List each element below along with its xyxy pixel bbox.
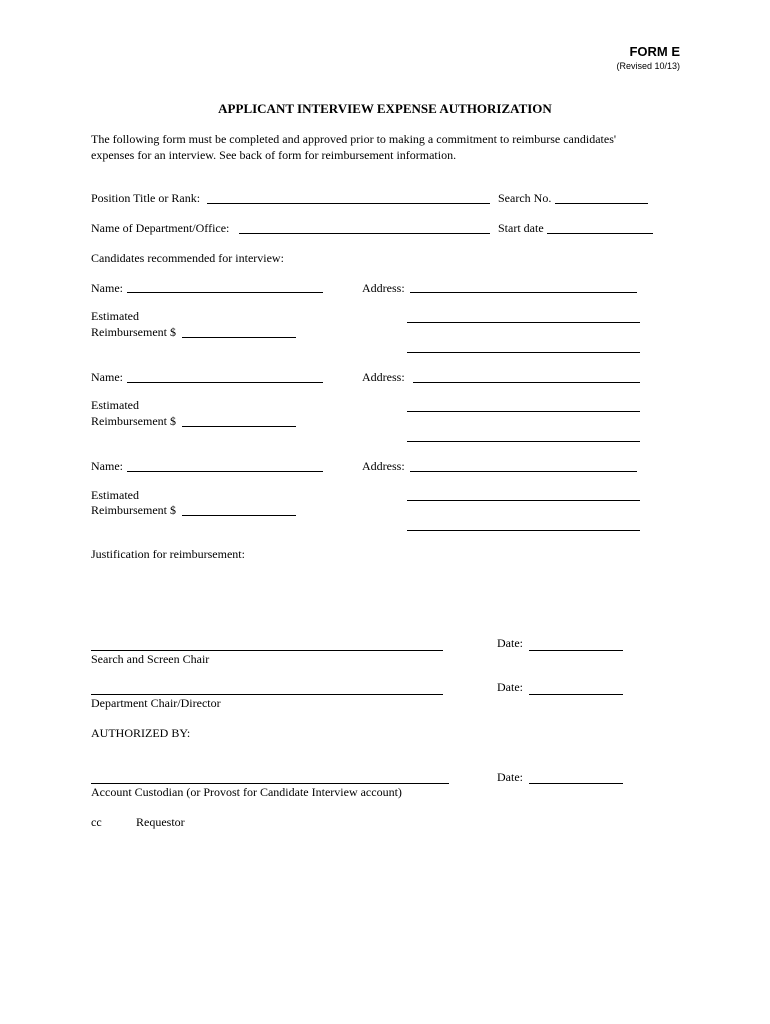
candidate-2-name-line[interactable]: [127, 382, 323, 383]
candidate-1-name-line[interactable]: [127, 292, 323, 293]
candidate-3-estimated-label: Estimated: [91, 488, 139, 502]
department-label: Name of Department/Office:: [91, 221, 230, 235]
cc-label: cc: [91, 815, 102, 829]
candidate-3-address-line-3[interactable]: [407, 530, 640, 531]
justification-label: Justification for reimbursement:: [91, 547, 245, 561]
start-date-label: Start date: [498, 221, 544, 235]
search-chair-label: Search and Screen Chair: [91, 652, 210, 666]
document-title: APPLICANT INTERVIEW EXPENSE AUTHORIZATION: [218, 101, 552, 116]
department-chair-date-line[interactable]: [529, 694, 623, 695]
candidate-1-reimbursement-label: Reimbursement $: [91, 325, 176, 339]
account-custodian-signature-line[interactable]: [91, 783, 449, 784]
candidate-3-name-line[interactable]: [127, 471, 323, 472]
candidate-1-address-line-2[interactable]: [407, 322, 640, 323]
position-input-line[interactable]: [207, 203, 490, 204]
candidate-3-reimbursement-label: Reimbursement $: [91, 503, 176, 517]
candidate-2-address-line-2[interactable]: [407, 411, 640, 412]
intro-line-2: expenses for an interview. See back of form for reimbursement information.: [91, 148, 457, 162]
justification-area[interactable]: [91, 566, 651, 626]
candidate-2-address-label: Address:: [362, 370, 405, 384]
intro-paragraph: [91, 131, 691, 163]
candidate-2-address-line-3[interactable]: [407, 441, 640, 442]
search-chair-date-label: Date:: [497, 636, 523, 650]
candidate-3-address-line-1[interactable]: [410, 471, 637, 472]
candidate-3-reimbursement-line[interactable]: [182, 515, 296, 516]
candidate-3-address-label: Address:: [362, 459, 405, 473]
candidate-3-address-line-2[interactable]: [407, 500, 640, 501]
account-custodian-date-label: Date:: [497, 770, 523, 784]
account-custodian-date-line[interactable]: [529, 783, 623, 784]
search-chair-date-line[interactable]: [529, 650, 623, 651]
candidate-1-estimated-label: Estimated: [91, 309, 139, 323]
candidate-2-reimbursement-line[interactable]: [182, 426, 296, 427]
candidate-2-address-line-1[interactable]: [413, 382, 640, 383]
candidate-3-name-label: Name:: [91, 459, 123, 473]
candidates-heading: Candidates recommended for interview:: [91, 251, 284, 265]
department-chair-signature-line[interactable]: [91, 694, 443, 695]
candidate-1-name-label: Name:: [91, 281, 123, 295]
search-no-label: Search No.: [498, 191, 552, 205]
candidate-2-name-label: Name:: [91, 370, 123, 384]
revision-note: (Revised 10/13): [616, 61, 680, 71]
search-chair-signature-line[interactable]: [91, 650, 443, 651]
candidate-1-reimbursement-line[interactable]: [182, 337, 296, 338]
form-code: FORM E: [629, 44, 680, 59]
cc-recipient: Requestor: [136, 815, 185, 829]
department-chair-label: Department Chair/Director: [91, 696, 221, 710]
start-date-input-line[interactable]: [547, 233, 653, 234]
account-custodian-label: Account Custodian (or Provost for Candidate Interview account): [91, 785, 402, 799]
position-label: Position Title or Rank:: [91, 191, 201, 205]
candidate-2-reimbursement-label: Reimbursement $: [91, 414, 176, 428]
candidate-1-address-line-1[interactable]: [410, 292, 637, 293]
department-chair-date-label: Date:: [497, 680, 523, 694]
candidate-2-estimated-label: Estimated: [91, 398, 139, 412]
candidate-1-address-line-3[interactable]: [407, 352, 640, 353]
search-no-input-line[interactable]: [555, 203, 648, 204]
department-input-line[interactable]: [239, 233, 490, 234]
authorized-by-heading: AUTHORIZED BY:: [91, 726, 191, 740]
candidate-1-address-label: Address:: [362, 281, 405, 295]
intro-line-1: The following form must be completed and approved prior to making a commitment to reimburse candidates': [91, 132, 617, 146]
